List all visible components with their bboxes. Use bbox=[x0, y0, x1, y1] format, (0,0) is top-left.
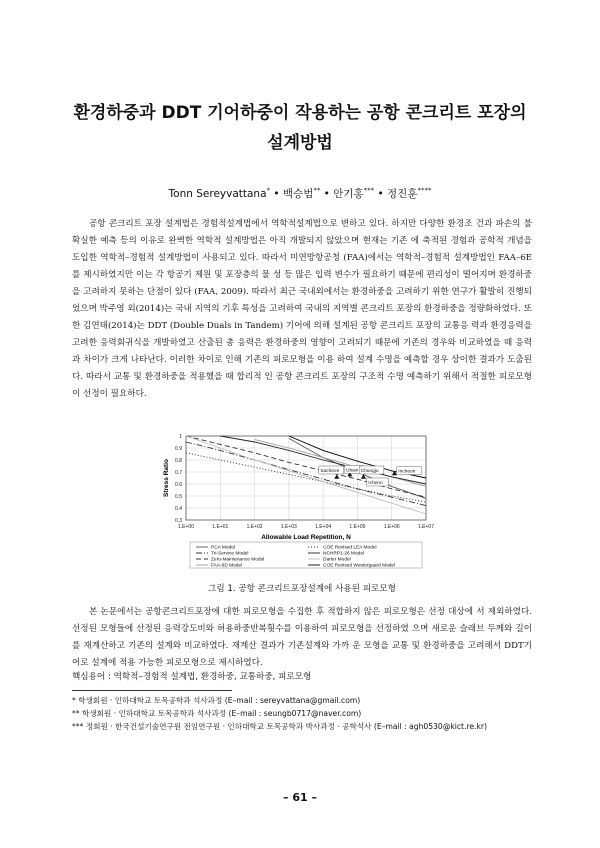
x-tick-label: 1.E+04 bbox=[315, 524, 332, 530]
figure-caption: 그림 1. 공항 콘크리트포장설계에 사용된 피로모형 bbox=[208, 584, 396, 594]
x-tick-label: 1.E+06 bbox=[383, 524, 400, 530]
y-tick-label: 0.4 bbox=[175, 506, 182, 512]
author: 백승범** bbox=[282, 186, 321, 200]
x-tick-label: 1.E+03 bbox=[280, 524, 297, 530]
footnote: *** 정회원 · 한국건설기술연구원 전임연구원 · 인하대학교 토목공학과 박사과정 · 공학석사 (E–mail : agh0530@kict.re.kr) bbox=[72, 722, 487, 731]
author: Tonn Sereyvattana* bbox=[168, 186, 271, 200]
author: 정진훈**** bbox=[387, 186, 432, 200]
author-separator: • bbox=[270, 188, 283, 200]
airport-label: Ulsan bbox=[346, 468, 359, 474]
x-tick-label: 1.E+07 bbox=[418, 524, 434, 530]
abstract-paragraph bbox=[72, 216, 532, 403]
legend-label: NCHRP1-26 Model bbox=[323, 551, 365, 557]
y-tick-label: 1 bbox=[179, 434, 182, 440]
author-list bbox=[40, 186, 560, 201]
paper-title-line2: 설계방법 bbox=[267, 133, 333, 153]
keywords: 핵심용어 : 역학적–경험적 설계법, 환경하중, 교통하중, 피로모형 bbox=[72, 672, 312, 682]
footnote: ** 학생회원 · 인하대학교 토목공학과 석사과정 (E–mail : seungb0717@naver.com) bbox=[72, 709, 362, 718]
y-tick-label: 0.8 bbox=[175, 458, 182, 464]
body-text: 본 논문에서는 공항콘크리트포장에 대한 피로모형을 수집한 후 적합하지 않은 피로모형은 선정 대상에 서 제외하였다. 선정된 모형들에 산정된 응력강도비와 허용하중반복횟수를 이용하여 피로모형을 선정하였 으며 새로운 슬래브 두께와 길이를 재계산하고 기존의 설계와 비교하였다. 재계산 결과가 기존설계와 가까 운 모형을 교통 및 환경하중을 고려해서 DDT기어로 설계에 적용 가능한 피로모형으로 제시하였다. bbox=[72, 607, 533, 668]
footnote: * 학생회원 · 인하대학교 토목공학과 석사과정 (E–mail : sereyvattana@gmail.com) bbox=[72, 696, 361, 705]
legend-label: Tri-Service Model bbox=[211, 551, 249, 557]
y-tick-label: 0.5 bbox=[175, 494, 182, 500]
legend-label: Zero-Maintenance Model bbox=[211, 557, 265, 563]
footnote-divider bbox=[72, 690, 232, 691]
x-tick-label: 1.E+00 bbox=[178, 524, 194, 530]
legend-label: FAA-6D Model bbox=[211, 563, 243, 569]
legend-label: Darter Model bbox=[323, 557, 351, 563]
airport-label: Icheon bbox=[368, 481, 383, 486]
fatigue-model-chart bbox=[160, 428, 440, 576]
y-tick-label: 0.3 bbox=[175, 518, 182, 524]
x-tick-label: 1.E+01 bbox=[212, 524, 229, 530]
author-separator: • bbox=[374, 188, 388, 200]
author-separator: • bbox=[320, 188, 334, 200]
y-axis-title: Stress Ratio bbox=[163, 459, 170, 497]
x-axis-title: Allowable Load Repetition, N bbox=[261, 534, 351, 541]
airport-marker bbox=[334, 474, 339, 479]
series-line bbox=[255, 440, 426, 487]
y-tick-label: 0.9 bbox=[175, 446, 182, 452]
y-tick-label: 0.6 bbox=[175, 482, 182, 488]
y-tick-label: 0.7 bbox=[175, 470, 182, 476]
body-paragraph bbox=[72, 604, 532, 672]
legend-label: PCA Model bbox=[211, 545, 235, 551]
legend-label: COE Revised Westergaard Model bbox=[323, 563, 396, 569]
abstract-text: 공항 콘크리트 포장 설계법은 경험적설계법에서 역학적설계법으로 변하고 있다. 하지만 다양한 환경조 건과 파손의 불확실한 예측 등의 이유로 완벽한 역학적 설계방법은 아직 개발되지 않았으며 현재는 기존 에 축적된 경험과 공학적 개념을 도입한 역학적–경험적 설계방법이 사용되고 있다. 따라서 미연방항공청 (FAA)에서는 역학적–경험적 설계방법인 FAA–6E를 제시하였지만 이는 각 항공기 제원 및 포장층의 물 성 등 많은 입력 변수가 필요하기 때문에 편리성이 떨어지며 환경하중을 고려하지 못하는 단점이 있다 (FAA, 2009). 따라서 최근 국내외에서는 환경하중을 고려하기 위한 연구가 활발히 진행되었으며 박주영 외(2014)는 국내 지역의 기후 특성을 고려하여 국내의 지역별 콘크리트 포장의 환경하중을 정량화하였다. 또한 김연태(2014)는 DDT (Double Duals in Tandem) 기어에 의해 설계된 공항 콘크리트 포장의 교통응 력과 환경응력을 고려한 응력회귀식을 개발하였고 산출된 총 응력은 환경하중의 영향이 고려되기 때문에 기존의 경우와 비교하였을 때 응력과 차이가 크게 나타난다. 이러한 차이로 인해 기존의 피로모형을 이용 하여 설계 수명을 예측할 경우 상이한 결과가 도출된다. 따라서 교통 및 환경하중을 적용했을 때 합리적 인 공항 콘크리트 포장의 구조적 수명 예측하기 위해서 적절한 피로모형이 선정이 필요하다. bbox=[72, 219, 533, 399]
airport-label: Sacheon bbox=[320, 469, 340, 474]
x-tick-label: 1.E+02 bbox=[246, 524, 263, 530]
author: 안기홍*** bbox=[333, 186, 375, 200]
series-line bbox=[186, 436, 426, 497]
page-number: – 61 – bbox=[283, 791, 317, 804]
legend-label: COE Revised LEA Model bbox=[323, 545, 377, 551]
airport-label: Incheon bbox=[398, 469, 416, 475]
x-tick-label: 1.E+05 bbox=[349, 524, 366, 530]
paper-title-line1: 환경하중과 DDT 기어하중이 작용하는 공항 콘크리트 포장의 bbox=[73, 103, 527, 123]
airport-label: Chungju bbox=[360, 469, 379, 474]
